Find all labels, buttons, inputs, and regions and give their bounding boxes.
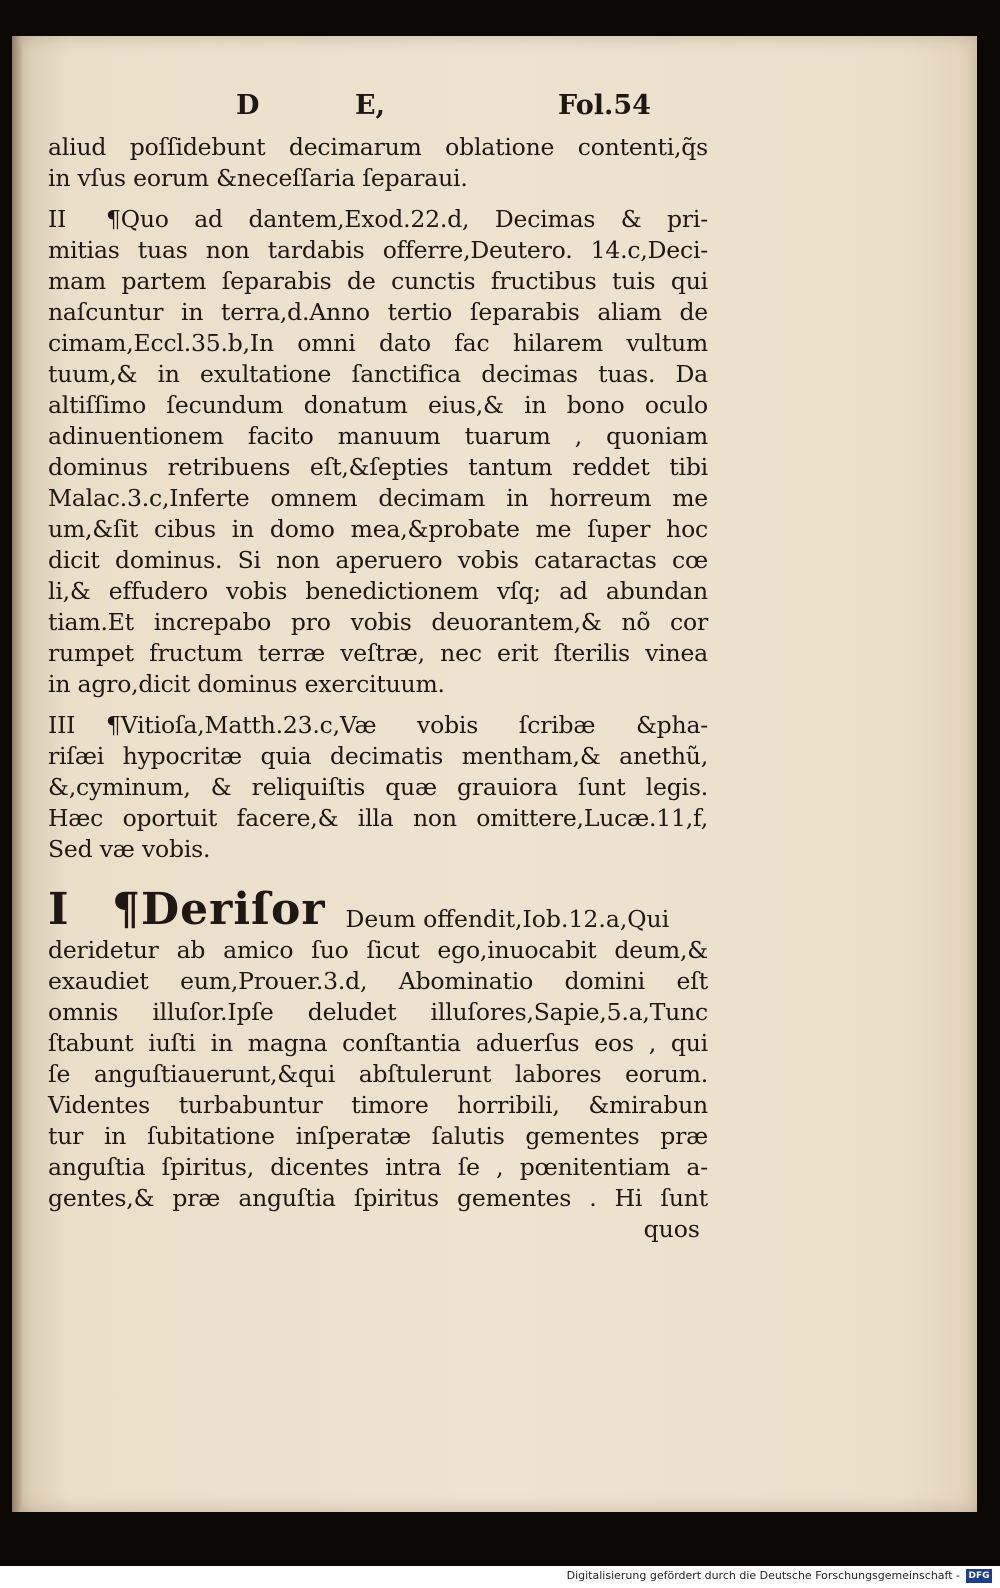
page-gutter	[12, 36, 22, 1512]
text-line: in agro,dicit dominus exercituum.	[48, 670, 445, 698]
folio-number: Fol.54	[558, 90, 651, 121]
text-line: Malac.3.c,Inferte omnem decimam in horreum me	[48, 484, 708, 512]
text-line: adinuentionem facito manuum tuarum , quoniam	[48, 422, 708, 450]
text-line: aliud poſſidebunt decimarum oblatione contenti,q̃s	[48, 133, 708, 161]
text-line: Hæc oportuit facere,& illa non omittere,Lucæ.11,f,	[48, 804, 708, 832]
catchword: quos	[643, 1215, 700, 1243]
page-text	[48, 86, 708, 1245]
section-number: II	[48, 205, 67, 233]
text-line: tur in ſubitatione inſperatæ ſalutis gementes præ	[48, 1122, 708, 1150]
running-head	[48, 86, 708, 126]
text-line: naſcuntur in terra,d.Anno tertio ſeparabis aliam de	[48, 298, 708, 326]
footer-bar	[0, 1566, 1000, 1588]
text-line: Deum offendit,Iob.12.a,Qui	[345, 905, 670, 933]
text-line: rumpet fructum terræ veſtræ, nec erit ſterilis vinea	[48, 639, 708, 667]
running-head-center: E,	[355, 90, 385, 121]
text-line: gentes,& præ anguſtia ſpiritus gementes . Hi ſunt	[48, 1184, 708, 1212]
text-line: ſe anguſtiauerunt,&qui abſtulerunt labores eorum.	[48, 1060, 708, 1088]
section-heading: ¶Deriſor	[112, 884, 326, 935]
text-line: anguſtia ſpiritus, dicentes intra ſe , pœnitentiam a-	[48, 1153, 708, 1181]
text-line: Videntes turbabuntur timore horribili, &mirabun	[48, 1091, 708, 1119]
text-line: ſtabunt iuſti in magna conſtantia aduerſus eos , qui	[48, 1029, 708, 1057]
text-line: Sed væ vobis.	[48, 835, 211, 863]
text-line: deridetur ab amico ſuo ſicut ego,inuocabit deum,&	[48, 936, 708, 964]
text-line: omnis illuſor.Ipſe deludet illuſores,Sapie,5.a,Tunc	[48, 998, 708, 1026]
section-number: III	[48, 711, 76, 739]
section-heading-line	[48, 875, 708, 935]
text-line: cimam,Eccl.35.b,In omni dato fac hilarem vultum	[48, 329, 708, 357]
text-line: tiam.Et increpabo pro vobis deuorantem,& nõ cor	[48, 608, 708, 636]
text-line: li,& effudero vobis benedictionem vſq; ad abundan	[48, 577, 708, 605]
text-line: um,&ſit cibus in domo mea,&probate me ſuper hoc	[48, 515, 708, 543]
block-section-II	[48, 204, 708, 700]
block-section-derisor	[48, 875, 708, 1245]
text-line: ¶Quo ad dantem,Exod.22.d, Decimas & pri-	[106, 205, 708, 233]
block-continuation	[48, 132, 708, 194]
text-line: &,cyminum, & reliquiſtis quæ grauiora ſunt legis.	[48, 773, 708, 801]
text-line: riſæi hypocritæ quia decimatis mentham,& anethũ,	[48, 742, 708, 770]
text-line: mam partem ſeparabis de cunctis fructibus tuis qui	[48, 267, 708, 295]
funding-credit: Digitalisierung gefördert durch die Deutsche Forschungsgemeinschaft -	[566, 1569, 960, 1582]
text-line: dominus retribuens eſt,&ſepties tantum reddet tibi	[48, 453, 708, 481]
running-head-left: D	[236, 90, 260, 121]
text-line: in vſus eorum &neceſſaria ſeparaui.	[48, 164, 468, 192]
text-line: tuum,& in exultatione ſanctifica decimas tuas. Da	[48, 360, 708, 388]
text-line: exaudiet eum,Prouer.3.d, Abominatio domini eſt	[48, 967, 708, 995]
text-line: altiſſimo ſecundum donatum eius,& in bono oculo	[48, 391, 708, 419]
text-line: ¶Vitioſa,Matth.23.c,Væ vobis ſcribæ &pha-	[106, 711, 708, 739]
text-line: dicit dominus. Si non aperuero vobis cataractas cœ	[48, 546, 708, 574]
block-section-III	[48, 710, 708, 865]
dfg-logo[interactable]: DFG	[966, 1569, 992, 1583]
text-line: mitias tuas non tardabis offerre,Deutero. 14.c,Deci-	[48, 236, 708, 264]
section-number: I	[48, 884, 69, 935]
